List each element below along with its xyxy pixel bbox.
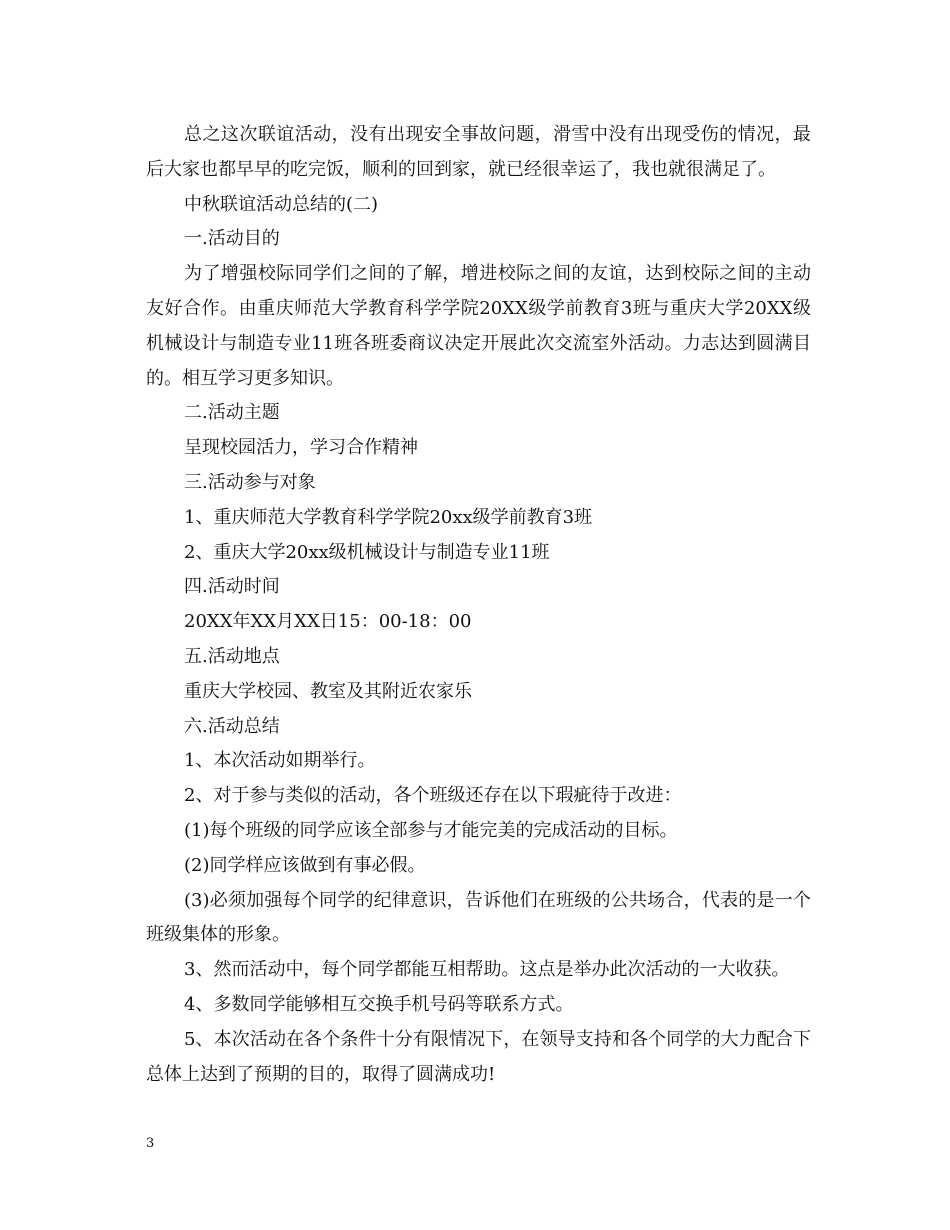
list-item-summary-5: 5、本次活动在各个条件十分有限情况下，在领导支持和各个同学的大力配合下总体上达到了预期的目的，取得了圆满成功! <box>146 1028 811 1085</box>
document-body <box>146 118 811 1092</box>
heading-location: 五.活动地点 <box>184 645 280 667</box>
list-item-participant-2: 2、重庆大学20xx级机械设计与制造专业11班 <box>184 541 550 563</box>
heading-purpose: 一.活动目的 <box>184 228 280 250</box>
heading-theme: 二.活动主题 <box>184 402 280 424</box>
page-number: 3 <box>146 1136 155 1151</box>
paragraph-theme: 呈现校园活力，学习合作精神 <box>184 437 418 459</box>
paragraph-time: 20XX年XX月XX日15：00-18：00 <box>184 611 472 633</box>
list-item-participant-1: 1、重庆师范大学教育科学学院20xx级学前教育3班 <box>184 506 593 528</box>
heading-time: 四.活动时间 <box>184 576 280 598</box>
list-item-improvement-3: (3)必须加强每个同学的纪律意识，告诉他们在班级的公共场合，代表的是一个班级集体的形象。 <box>146 889 811 946</box>
section-title: 中秋联谊活动总结的(二) <box>184 193 379 215</box>
paragraph-conclusion: 总之这次联谊活动，没有出现安全事故问题，滑雪中没有出现受伤的情况，最后大家也都早早的吃完饭，顺利的回到家，就已经很幸运了，我也就很满足了。 <box>146 124 811 180</box>
list-item-improvement-1: (1)每个班级的同学应该全部参与才能完美的完成活动的目标。 <box>184 819 678 841</box>
list-item-summary-1: 1、本次活动如期举行。 <box>184 750 376 772</box>
list-item-summary-2: 2、对于参与类似的活动，各个班级还存在以下瑕疵待于改进： <box>184 785 682 807</box>
list-item-summary-3: 3、然而活动中，每个同学都能互相帮助。这点是举办此次活动的一大收获。 <box>184 959 790 981</box>
heading-summary: 六.活动总结 <box>184 715 280 737</box>
heading-participants: 三.活动参与对象 <box>184 471 316 493</box>
list-item-improvement-2: (2)同学样应该做到有事必假。 <box>184 854 426 876</box>
list-item-summary-4: 4、多数同学能够相互交换手机号码等联系方式。 <box>184 993 574 1015</box>
paragraph-location: 重庆大学校园、教室及其附近农家乐 <box>184 680 472 702</box>
paragraph-purpose: 为了增强校际同学们之间的了解，增进校际之间的友谊，达到校际之间的主动友好合作。由重庆师范大学教育科学学院20XX级学前教育3班与重庆大学20XX级机械设计与制造专业11班各班委商议决定开展此次交流室外活动。力志达到圆满目的。相互学习更多知识。 <box>146 263 811 389</box>
